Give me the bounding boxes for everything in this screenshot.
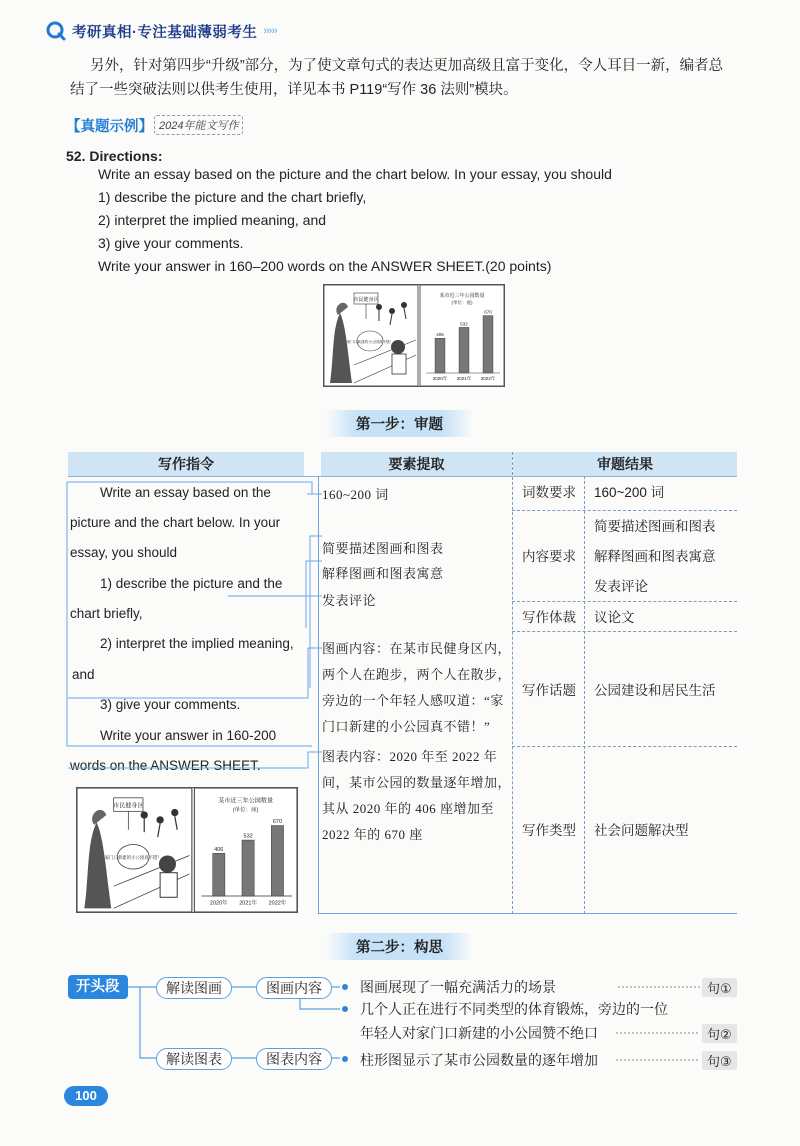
instruction-line: 1) describe the picture and the	[100, 576, 283, 591]
cartoon-illustration-2	[77, 788, 297, 912]
row-divider	[512, 601, 737, 602]
mindmap-branch: 解读图表	[156, 1048, 232, 1070]
mindmap-sub: 图画内容	[256, 977, 332, 999]
instruction-line: and	[72, 667, 95, 682]
chart-title: 某市近三年公园数量	[218, 797, 274, 805]
column-divider	[318, 476, 319, 914]
extract-chart: 2022 年的 670 座	[322, 827, 423, 842]
bullet-dot	[342, 1006, 348, 1012]
extract-picture: 图画内容：在某市民健身区内，	[322, 641, 512, 656]
category-label: 2021年	[239, 900, 257, 907]
annotation-lines	[60, 476, 322, 786]
bullet-dot	[342, 984, 348, 990]
row-divider	[512, 631, 737, 632]
bar-2021年	[242, 840, 254, 896]
directions-line: 3) give your comments.	[98, 235, 244, 251]
mindmap-item-cont: 年轻人对家门口新建的小公园赞不绝口	[360, 1025, 598, 1041]
extract-words: 160~200 词	[322, 487, 389, 502]
result-value: 议论文	[594, 610, 635, 625]
sign-text: 市民健身区	[353, 297, 379, 303]
directions-line: 1) describe the picture and the chart briefly,	[98, 189, 367, 205]
cartoon-illustration	[324, 285, 504, 386]
result-value: 社会问题解决型	[594, 823, 689, 838]
instruction-line: picture and the chart below. In your	[70, 515, 281, 530]
extract-content: 简要描述图画和图表	[322, 541, 444, 556]
directions-line: Write your answer in 160–200 words on the ANSWER SHEET.(20 points)	[98, 258, 552, 274]
category-label: 2022年	[480, 376, 496, 381]
mindmap-root: 开头段	[68, 975, 128, 999]
col-header-result: 审题结果	[513, 452, 737, 476]
bar-2021年	[459, 327, 469, 373]
mindmap-branch: 解读图画	[156, 977, 232, 999]
row-divider	[512, 510, 737, 511]
bar-2020年	[435, 338, 445, 373]
category-label: 2021年	[456, 376, 472, 381]
instruction-line: chart briefly,	[70, 606, 143, 621]
exam-figure-table	[76, 787, 298, 913]
sign-text: 市民健身区	[113, 802, 144, 810]
chart-unit: (单位：座)	[232, 807, 259, 814]
extract-content: 解释图画和图表寓意	[322, 566, 444, 581]
result-label: 写作体裁	[522, 610, 576, 625]
column-divider	[584, 476, 585, 914]
category-label: 2022年	[268, 900, 287, 907]
col-header-instruction: 写作指令	[68, 452, 304, 476]
instruction-line: Write an essay based on the	[100, 485, 271, 500]
extract-picture: 旁边的一个年轻人感叹道：“家	[322, 693, 504, 708]
bubble-text: 家门口新建的小公园真不错！	[346, 340, 394, 344]
bar-value-label: 532	[460, 321, 468, 327]
result-label: 内容要求	[522, 549, 576, 564]
extract-picture: 两个人在跑步，两个人在散步，	[322, 667, 512, 682]
step1-banner: 第一步：审题	[326, 410, 473, 437]
directions-heading: 52. Directions:	[66, 148, 163, 164]
mindmap-item: 柱形图显示了某市公园数量的逐年增加	[360, 1052, 598, 1068]
result-value: 简要描述图画和图表	[594, 519, 716, 534]
bar-2022年	[271, 826, 283, 897]
instruction-line: 2) interpret the implied meaning,	[100, 636, 294, 651]
header-title: 考研真相·专注基础薄弱考生	[72, 24, 258, 41]
mindmap-sub: 图表内容	[256, 1048, 332, 1070]
instruction-line: essay, you should	[70, 545, 178, 560]
mindmap-item: 图画展现了一幅充满活力的场景	[360, 979, 556, 995]
bar-value-label: 670	[484, 309, 492, 315]
result-label: 写作话题	[522, 683, 576, 698]
result-label: 写作类型	[522, 823, 576, 838]
exam-figure-top	[323, 284, 505, 387]
category-label: 2020年	[209, 900, 228, 907]
chart-unit: (单位：座)	[451, 300, 473, 305]
category-label: 2020年	[432, 376, 448, 381]
page-header	[46, 18, 277, 44]
result-value: 公园建设和居民生活	[594, 683, 716, 698]
bar-value-label: 406	[436, 332, 444, 338]
extract-chart: 其从 2020 年的 406 座增加至	[322, 801, 495, 816]
bar-value-label: 670	[272, 819, 283, 826]
instruction-line: 3) give your comments.	[100, 697, 241, 712]
intro-line-2: 结了一些突破法则以供考生使用，详见本书 P119“写作 36 法则”模块。	[70, 82, 518, 98]
intro-line-1: 另外，针对第四步“升级”部分，为了使文章句式的表达更加高级且富于变化，令人耳目一新，编者总	[90, 58, 724, 74]
chart-title: 某市近三年公园数量	[439, 293, 485, 299]
result-value: 160~200 词	[594, 485, 665, 500]
bar-2020年	[213, 853, 225, 896]
column-divider	[512, 452, 513, 914]
header-arrows: ›››››	[263, 25, 277, 37]
extract-chart: 图表内容：2020 年至 2022 年	[322, 749, 498, 764]
table-bottom-rule	[318, 913, 737, 914]
bullet-dot	[342, 1056, 348, 1062]
extract-picture: 门口新建的小公园真不错！”	[322, 719, 491, 734]
mindmap-item: 几个人正在进行不同类型的体育锻炼，旁边的一位	[360, 1001, 668, 1017]
extract-content: 发表评论	[322, 593, 377, 608]
result-label: 词数要求	[522, 485, 576, 500]
directions-line: Write an essay based on the picture and the chart below. In your essay, you should	[98, 166, 612, 182]
page-number: 100	[64, 1086, 108, 1106]
example-label: 【真题示例】	[66, 119, 153, 135]
bar-value-label: 532	[243, 833, 253, 840]
step2-banner: 第二步：构思	[326, 933, 473, 960]
bar-value-label: 406	[214, 846, 224, 853]
row-divider	[512, 746, 737, 747]
extract-chart: 间，某市公园的数量逐年增加，	[322, 775, 512, 790]
instruction-line: Write your answer in 160-200	[100, 728, 277, 743]
sentence-tag: 句②	[702, 1024, 737, 1043]
instruction-line: words on the ANSWER SHEET.	[70, 758, 261, 773]
result-value: 解释图画和图表寓意	[594, 549, 716, 564]
bar-2022年	[483, 316, 493, 373]
example-tag: 2024年能文写作	[154, 115, 243, 135]
bubble-text: 家门口新建的小公园真不错！	[104, 855, 162, 861]
directions-line: 2) interpret the implied meaning, and	[98, 212, 327, 228]
result-value: 发表评论	[594, 579, 648, 594]
col-header-extract: 要素提取	[321, 452, 512, 476]
search-logo-icon	[46, 21, 66, 41]
sentence-tag: 句③	[702, 1051, 737, 1070]
sentence-tag: 句①	[702, 978, 737, 997]
